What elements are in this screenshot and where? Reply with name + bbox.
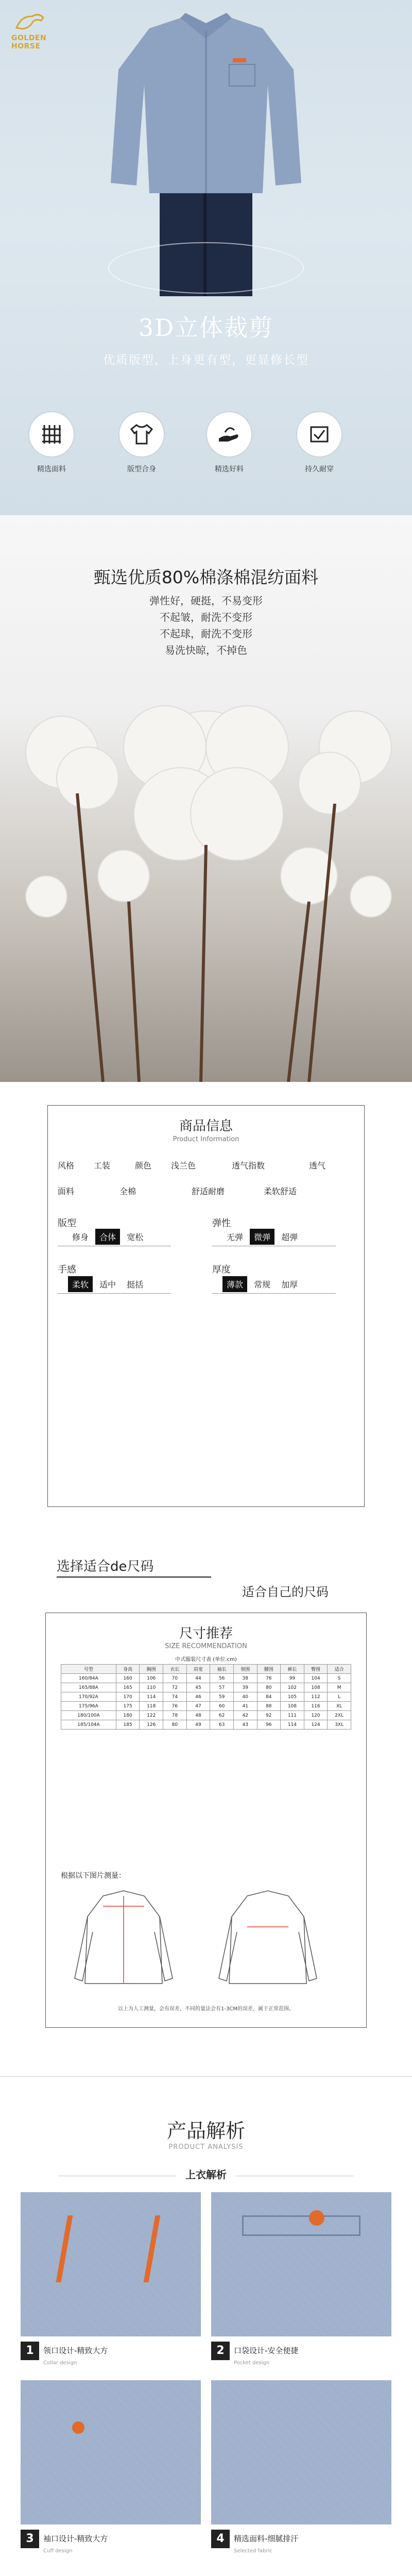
table-cell: 56 [210, 1674, 234, 1683]
table-header-cell: 肩宽 [186, 1665, 210, 1674]
option-thin-selected: 薄款 [222, 1276, 247, 1292]
table-row [61, 1683, 351, 1692]
product-info-section [0, 1082, 412, 1597]
item-en: Collar design [43, 2360, 77, 2366]
table-cell: 124 [304, 1720, 328, 1730]
cuff-detail-image [21, 2380, 201, 2524]
table-header-cell: 领围 [233, 1665, 257, 1674]
item-number: 4 [211, 2530, 230, 2548]
table-cell: 59 [210, 1692, 234, 1702]
table-cell: 88 [257, 1702, 281, 1711]
table-cell: 114 [140, 1692, 163, 1702]
table-cell: 62 [210, 1711, 234, 1720]
table-cell: 84 [257, 1692, 281, 1702]
table-row [61, 1674, 351, 1683]
table-cell: 38 [233, 1674, 257, 1683]
table-cell: 63 [210, 1720, 234, 1730]
info-style-key: 风格 [58, 1161, 75, 1171]
table-cell: 160 [116, 1674, 140, 1683]
analysis-section-label: 上衣解析 [185, 2168, 227, 2181]
size-table [61, 1664, 351, 1730]
pocket-flap [242, 2215, 360, 2236]
option-normal: 常规 [254, 1280, 271, 1290]
analysis-item-3 [21, 2530, 108, 2554]
scale-label-stretch: 弹性 [212, 1218, 231, 1229]
cotton-fabric-section [0, 515, 412, 1082]
item-label: 领口设计-精致大方 [43, 2346, 108, 2355]
option-no-stretch: 无弹 [227, 1232, 244, 1242]
table-cell: 108 [281, 1702, 304, 1711]
info-breath-key: 透气指数 [232, 1161, 265, 1171]
info-color-key: 颜色 [135, 1161, 152, 1171]
fit-size-tip: 适合自己的尺码 [242, 1585, 329, 1599]
size-subtitle: SIZE RECOMMENDATION [165, 1642, 247, 1650]
table-cell: 175 [116, 1702, 140, 1711]
feature-label: 精选面料 [37, 465, 66, 473]
feature-label: 持久耐穿 [305, 465, 334, 473]
table-row [61, 1720, 351, 1730]
table-header-cell: 衣长 [163, 1665, 187, 1674]
product-analysis-section [0, 2061, 412, 2576]
table-header-cell: 号型 [61, 1665, 116, 1674]
table-cell: 112 [304, 1692, 328, 1702]
analysis-section-header [0, 2166, 412, 2181]
brand-logo [11, 10, 78, 50]
size-table-header [61, 1665, 351, 1674]
scale-divider [58, 1293, 171, 1294]
info-material-value: 全棉 [119, 1187, 136, 1196]
info-subtitle: Product Information [173, 1136, 239, 1143]
scale-label-feel: 手感 [58, 1264, 76, 1275]
size-table-caption: 中式服装尺寸表 (单位:cm) [175, 1657, 237, 1663]
feature-durable [288, 412, 350, 474]
cuff-button [72, 2421, 84, 2434]
scale-thickness-options [222, 1276, 302, 1292]
table-cell: 49 [186, 1720, 210, 1730]
feature-label: 版型合身 [127, 465, 156, 473]
cotton-bolls-image [0, 659, 412, 1082]
scale-feel-options [68, 1276, 147, 1292]
table-cell: 41 [233, 1702, 257, 1711]
feature-quality [198, 412, 260, 474]
durable-icon [297, 412, 341, 456]
option-super-stretch: 超弹 [281, 1232, 298, 1242]
table-cell: 106 [140, 1674, 163, 1683]
table-cell: 44 [186, 1674, 210, 1683]
table-cell: 165/88A [61, 1683, 116, 1692]
table-cell: 99 [281, 1674, 304, 1683]
quality-hand-icon [207, 412, 251, 456]
measure-label: 根据以下图片测量： [61, 1872, 126, 1880]
scale-stretch-options [222, 1229, 302, 1245]
select-size-tip: 选择适合de尺码 [57, 1559, 154, 1574]
table-cell: 185 [116, 1720, 140, 1730]
table-cell: 175/96A [61, 1702, 116, 1711]
table-cell: 170 [116, 1692, 140, 1702]
brand-name: GOLDEN HORSE [11, 34, 47, 50]
info-soft-value: 柔软舒适 [264, 1187, 297, 1196]
table-cell: 96 [257, 1720, 281, 1730]
analysis-title: 产品解析 [166, 2120, 245, 2142]
cotton-feature-line: 不起皱，耐洗不变形 [160, 611, 252, 623]
analysis-item-4 [211, 2530, 298, 2554]
option-crisp: 挺括 [127, 1280, 144, 1290]
table-cell: 105 [281, 1692, 304, 1702]
table-cell: 80 [163, 1720, 187, 1730]
table-header-cell: 胸围 [140, 1665, 163, 1674]
analysis-item-2 [211, 2342, 298, 2366]
info-color-value: 浅兰色 [171, 1161, 196, 1171]
table-cell: 78 [163, 1711, 187, 1720]
table-cell: 104 [304, 1674, 328, 1683]
table-cell: 2XL [328, 1711, 351, 1720]
table-cell: 180/100A [61, 1711, 116, 1720]
table-cell: M [328, 1683, 351, 1692]
analysis-item-1 [21, 2342, 108, 2366]
table-cell: 57 [210, 1683, 234, 1692]
option-soft-selected: 柔软 [68, 1276, 93, 1292]
table-cell: 114 [281, 1720, 304, 1730]
table-cell: L [328, 1692, 351, 1702]
table-cell: 60 [210, 1702, 234, 1711]
floor-ring [108, 242, 304, 294]
table-cell: 43 [233, 1720, 257, 1730]
table-cell: 111 [281, 1711, 304, 1720]
table-cell: 76 [257, 1674, 281, 1683]
cotton-feature-line: 弹性好，硬挺，不易变形 [149, 595, 263, 607]
table-cell: 126 [140, 1720, 163, 1730]
item-number: 2 [211, 2342, 230, 2360]
scale-fit-options [68, 1229, 147, 1245]
table-cell: 185/104A [61, 1720, 116, 1730]
item-en: Cuff design [43, 2548, 73, 2554]
size-section [0, 1585, 412, 2061]
feature-fabric [21, 412, 82, 474]
option-regular-selected: 合体 [95, 1229, 120, 1245]
info-material-key: 面料 [58, 1187, 75, 1196]
table-cell: 40 [233, 1692, 257, 1702]
option-micro-stretch-selected: 微弹 [250, 1229, 274, 1245]
item-number: 1 [21, 2342, 39, 2360]
table-row [61, 1711, 351, 1720]
table-cell: 45 [186, 1683, 210, 1692]
scale-label-fit: 版型 [58, 1218, 76, 1229]
item-label: 口袋设计-安全便捷 [234, 2346, 299, 2355]
item-en: Selected fabric [234, 2548, 272, 2554]
table-cell: 80 [257, 1683, 281, 1692]
measure-diagram [72, 1886, 330, 1994]
shirt-icon [119, 412, 164, 456]
analysis-subtitle: PRODUCT ANALYSIS [168, 2143, 244, 2151]
table-cell: 120 [304, 1711, 328, 1720]
cotton-title: 甄选优质80%棉涤棉混纺面料 [93, 567, 319, 587]
table-cell: 42 [233, 1711, 257, 1720]
table-cell: 165 [116, 1683, 140, 1692]
item-label: 袖口设计-精致大方 [43, 2534, 108, 2544]
tip-underline [57, 1577, 211, 1578]
table-cell: 116 [304, 1702, 328, 1711]
table-cell: 122 [140, 1711, 163, 1720]
size-title: 尺寸推荐 [179, 1626, 233, 1641]
table-cell: 3XL [328, 1720, 351, 1730]
pocket-detail-image [211, 2192, 391, 2336]
table-cell: 110 [140, 1683, 163, 1692]
scale-divider [212, 1293, 336, 1294]
divider [0, 2076, 412, 2077]
item-number: 3 [21, 2530, 39, 2548]
table-cell: 92 [257, 1711, 281, 1720]
table-cell: 39 [233, 1683, 257, 1692]
table-row [61, 1702, 351, 1711]
table-cell: 47 [186, 1702, 210, 1711]
table-header-cell: 裤长 [281, 1665, 304, 1674]
table-header-cell: 腰围 [257, 1665, 281, 1674]
option-thick: 加厚 [281, 1280, 298, 1290]
table-header-cell: 身高 [116, 1665, 140, 1674]
fabric-grid-icon [29, 412, 74, 456]
table-cell: 108 [304, 1683, 328, 1692]
item-label: 精选面料-细腻排汗 [234, 2534, 299, 2544]
info-comfort-value: 舒适耐磨 [192, 1187, 225, 1196]
size-note: 以上为人工测量，会有误差，不同的量法会有1-3CM的误差，属于正常范围。 [118, 2006, 294, 2012]
table-cell: 70 [163, 1674, 187, 1683]
hero-subtitle: 优质版型，上身更有型，更显修长型 [103, 353, 309, 367]
feature-label: 精选好料 [215, 465, 244, 473]
item-en: Pocket design [234, 2360, 270, 2366]
table-cell: 118 [140, 1702, 163, 1711]
scale-label-thickness: 厚度 [212, 1264, 231, 1275]
pocket-badge [309, 2210, 324, 2226]
option-slim: 修身 [72, 1232, 89, 1242]
option-loose: 宽松 [127, 1232, 144, 1242]
table-cell: S [328, 1674, 351, 1683]
table-cell: 48 [186, 1711, 210, 1720]
cotton-feature-line: 不起球，耐洗不变形 [160, 628, 252, 640]
table-cell: 72 [163, 1683, 187, 1692]
hero-title: 3D立体裁剪 [138, 314, 274, 342]
cotton-feature-line: 易洗快晾，不掉色 [165, 644, 247, 656]
table-cell: 102 [281, 1683, 304, 1692]
table-cell: 74 [163, 1692, 187, 1702]
table-cell: 170/92A [61, 1692, 116, 1702]
table-cell: XL [328, 1702, 351, 1711]
table-header-cell: 臀围 [304, 1665, 328, 1674]
table-header-cell: 袖长 [210, 1665, 234, 1674]
option-medium: 适中 [99, 1280, 116, 1290]
table-cell: 46 [186, 1692, 210, 1702]
table-header-cell: 适合 [328, 1665, 351, 1674]
collar-trim [56, 2215, 161, 2282]
table-cell: 160/84A [61, 1674, 116, 1683]
feature-fit [111, 412, 173, 474]
table-row [61, 1692, 351, 1702]
table-cell: 180 [116, 1711, 140, 1720]
info-style-value: 工装 [94, 1161, 111, 1171]
info-breath-value: 透气 [309, 1161, 326, 1171]
horse-logo-icon [11, 10, 53, 33]
table-cell: 76 [163, 1702, 187, 1711]
hero-banner [0, 0, 412, 515]
info-title: 商品信息 [179, 1118, 233, 1134]
size-table-body [61, 1674, 351, 1730]
fabric-detail-image [211, 2380, 391, 2524]
